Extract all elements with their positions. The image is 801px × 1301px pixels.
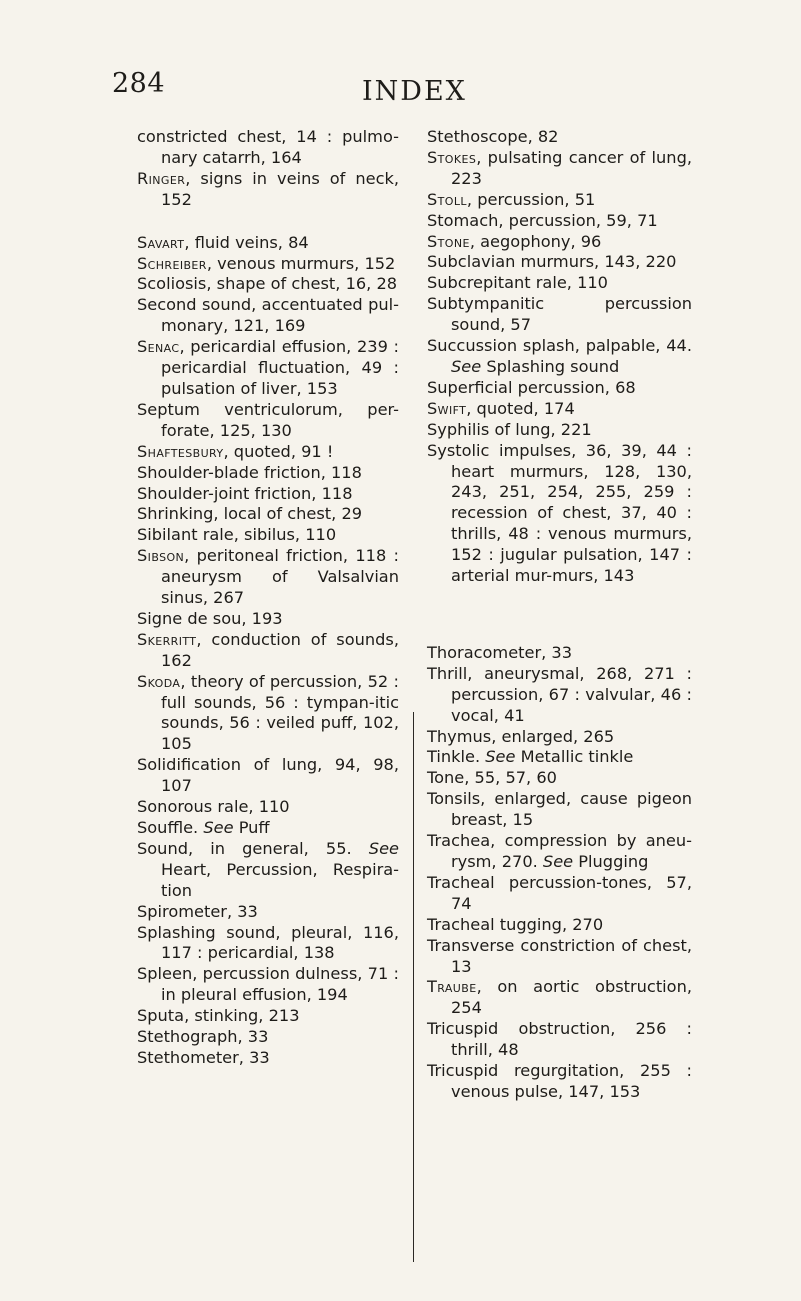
entry-name: Swift <box>427 398 467 418</box>
entry-text: Septum ventriculorum, per-forate, 125, 130 <box>137 399 399 440</box>
index-entry <box>427 211 692 232</box>
see-reference: See <box>368 838 399 858</box>
index-entry <box>427 768 692 789</box>
entry-text: , percussion, 51 <box>466 189 596 209</box>
index-entry <box>137 1027 399 1048</box>
entry-name: Savart <box>137 232 185 252</box>
index-entry <box>137 902 399 923</box>
index-entry <box>427 294 692 336</box>
entry-text: Plugging <box>573 852 649 871</box>
see-reference: See <box>542 852 574 871</box>
index-entry <box>427 873 692 915</box>
see-reference: See <box>203 818 234 837</box>
entry-text: Scoliosis, shape of chest, 16, 28 <box>137 274 398 294</box>
entry-name: Skerritt <box>137 629 197 649</box>
entry-text: , venous murmurs, 152 <box>206 253 396 273</box>
index-entry <box>137 400 399 442</box>
index-entry <box>427 1019 692 1061</box>
index-entry <box>137 672 399 756</box>
entry-text: , aegophony, 96 <box>469 231 602 251</box>
index-entry <box>137 923 399 965</box>
entry-text: , signs in veins of neck, 152 <box>161 168 399 209</box>
entry-name: Stokes <box>427 147 477 167</box>
entry-text: , quoted, 174 <box>466 398 575 418</box>
index-entry <box>427 727 692 748</box>
entry-text: Succussion splash, palpable, 44. <box>427 336 692 356</box>
entry-text: Tinkle. <box>427 747 486 767</box>
entry-text: Thymus, enlarged, 265 <box>427 726 615 746</box>
index-entry <box>137 169 399 211</box>
index-entry <box>427 643 692 664</box>
entry-name: Stone <box>427 231 470 251</box>
entry-text: Second sound, accentuated pul-monary, 121, 169 <box>137 295 399 336</box>
entry-text: Souffle. <box>137 818 204 837</box>
entry-text: Stethometer, 33 <box>137 1047 270 1067</box>
index-entry <box>137 442 399 463</box>
entry-gap <box>137 211 399 233</box>
entry-text: Shoulder-joint friction, 118 <box>137 483 353 503</box>
index-entry <box>427 127 692 148</box>
entry-text: Transverse constriction of chest, 13 <box>427 935 692 976</box>
entry-text: Sputa, stinking, 213 <box>137 1006 300 1026</box>
entry-text: Puff <box>233 818 270 837</box>
index-entry <box>427 977 692 1019</box>
index-entry <box>427 336 692 378</box>
index-entry <box>137 484 399 505</box>
entry-text: Thrill, aneurysmal, 268, 271 : percussion, 67 : valvular, 46 : vocal, 41 <box>427 663 692 725</box>
entry-text: Shrinking, local of chest, 29 <box>137 504 363 524</box>
see-reference: See <box>485 747 516 767</box>
entry-text: , fluid veins, 84 <box>184 232 309 252</box>
index-entry <box>137 337 399 400</box>
index-entry <box>137 463 399 484</box>
entry-text: , theory of percussion, 52 : full sounds, 56 : tympan-itic sounds, 56 : veiled puff, 102, 105 <box>161 671 399 754</box>
index-entry <box>427 190 692 211</box>
page-title: INDEX <box>362 76 467 107</box>
page-number: 284 <box>112 68 166 99</box>
entry-text: Sound, in general, 55. <box>137 838 369 858</box>
index-entry <box>427 915 692 936</box>
entry-text: Systolic impulses, 36, 39, 44 : heart murmurs, 128, 130, 243, 251, 254, 255, 259 : recession of chest, 37, 40 : thrills, 48 : venous murmurs, 152 : jugular pulsation, 147 : arterial mur-murs, 143 <box>427 440 692 586</box>
entry-text: Syphilis of lung, 221 <box>427 419 592 439</box>
column-divider <box>413 712 414 1262</box>
entry-name: Ringer <box>137 168 186 188</box>
index-entry <box>427 1061 692 1103</box>
index-entry <box>137 609 399 630</box>
entry-name: Shaftesbury <box>137 441 224 461</box>
entry-text: Signe de sou, 193 <box>137 608 283 628</box>
entry-text: Spirometer, 33 <box>137 901 258 921</box>
entry-name: Traube <box>427 977 477 997</box>
entry-text: , peritoneal friction, 118 : aneurysm of Valsalvian sinus, 267 <box>161 546 399 608</box>
entry-text: Spleen, percussion dulness, 71 : in pleural effusion, 194 <box>137 964 399 1005</box>
index-entry <box>137 295 399 337</box>
index-entry <box>427 399 692 420</box>
index-entry <box>427 831 692 873</box>
entry-name: Stoll <box>427 189 467 209</box>
entry-gap <box>427 587 692 643</box>
index-entry <box>137 630 399 672</box>
entry-text: Tracheal tugging, 270 <box>427 914 604 934</box>
entry-name: Skoda <box>137 671 181 691</box>
index-entry <box>427 148 692 190</box>
entry-text: , on aortic obstruction, 254 <box>451 977 692 1018</box>
entry-name: Sibson <box>137 546 185 566</box>
index-entry <box>137 1048 399 1069</box>
entry-text: Tone, 55, 57, 60 <box>427 768 557 788</box>
entry-text: Subclavian murmurs, 143, 220 <box>427 252 677 272</box>
index-entry <box>137 964 399 1006</box>
index-entry <box>137 254 399 275</box>
entry-text: Stethograph, 33 <box>137 1027 269 1047</box>
index-entry <box>137 839 399 902</box>
index-entry <box>427 789 692 831</box>
index-entry <box>137 233 399 254</box>
index-entry <box>137 127 399 169</box>
index-entry <box>137 525 399 546</box>
entry-text: , quoted, 91 ! <box>223 441 334 461</box>
entry-text: Stethoscope, 82 <box>427 127 559 146</box>
entry-name: Schreiber <box>137 253 207 273</box>
index-entry <box>427 747 692 768</box>
entry-text: Tracheal percussion-tones, 57, 74 <box>427 872 692 913</box>
entry-text: Tricuspid obstruction, 256 : thrill, 48 <box>427 1019 692 1060</box>
index-entry <box>137 797 399 818</box>
entry-text: Splashing sound <box>481 356 620 376</box>
entry-text: Trachea, compression by aneu-rysm, 270. <box>427 831 692 871</box>
index-entry <box>427 936 692 978</box>
index-entry <box>427 441 692 587</box>
entry-text: Tonsils, enlarged, cause pigeon breast, 15 <box>427 789 692 830</box>
entry-text: Shoulder-blade friction, 118 <box>137 462 362 482</box>
entry-text: Subtympanitic percussion sound, 57 <box>427 294 692 335</box>
entry-text: Solidification of lung, 94, 98, 107 <box>137 755 399 796</box>
entry-text: Metallic tinkle <box>515 747 634 767</box>
entry-text: Tricuspid regurgitation, 255 : venous pulse, 147, 153 <box>427 1061 692 1101</box>
entry-text: , conduction of sounds, 162 <box>161 629 399 670</box>
entry-text: Thoracometer, 33 <box>427 642 573 662</box>
index-column-right <box>427 127 692 1103</box>
entry-text: Heart, Percussion, Respira-tion <box>161 859 399 900</box>
index-entry <box>137 504 399 525</box>
index-column-left <box>137 127 399 1069</box>
see-reference: See <box>451 356 482 376</box>
entry-text: Subcrepitant rale, 110 <box>427 273 608 293</box>
entry-text: Sibilant rale, sibilus, 110 <box>137 525 337 545</box>
index-entry <box>137 755 399 797</box>
index-entry <box>427 420 692 441</box>
entry-text: , pulsating cancer of lung, 223 <box>451 147 692 188</box>
index-entry <box>137 1006 399 1027</box>
entry-text: Superficial percussion, 68 <box>427 377 636 397</box>
entry-text: , pericardial effusion, 239 : pericardial fluctuation, 49 : pulsation of liver, 153 <box>161 337 399 398</box>
index-entry <box>427 232 692 253</box>
index-entry <box>137 546 399 609</box>
index-entry <box>427 252 692 273</box>
entry-text: Splashing sound, pleural, 116, 117 : pericardial, 138 <box>137 922 399 963</box>
entry-text: Sonorous rale, 110 <box>137 797 290 817</box>
entry-text: constricted chest, 14 : pulmo-nary catarrh, 164 <box>137 127 399 167</box>
entry-name: Senac <box>137 337 180 357</box>
index-entry <box>137 274 399 295</box>
index-entry <box>427 664 692 727</box>
index-entry <box>427 378 692 399</box>
entry-text: Stomach, percussion, 59, 71 <box>427 210 658 230</box>
index-entry <box>427 273 692 294</box>
index-entry <box>137 818 399 839</box>
